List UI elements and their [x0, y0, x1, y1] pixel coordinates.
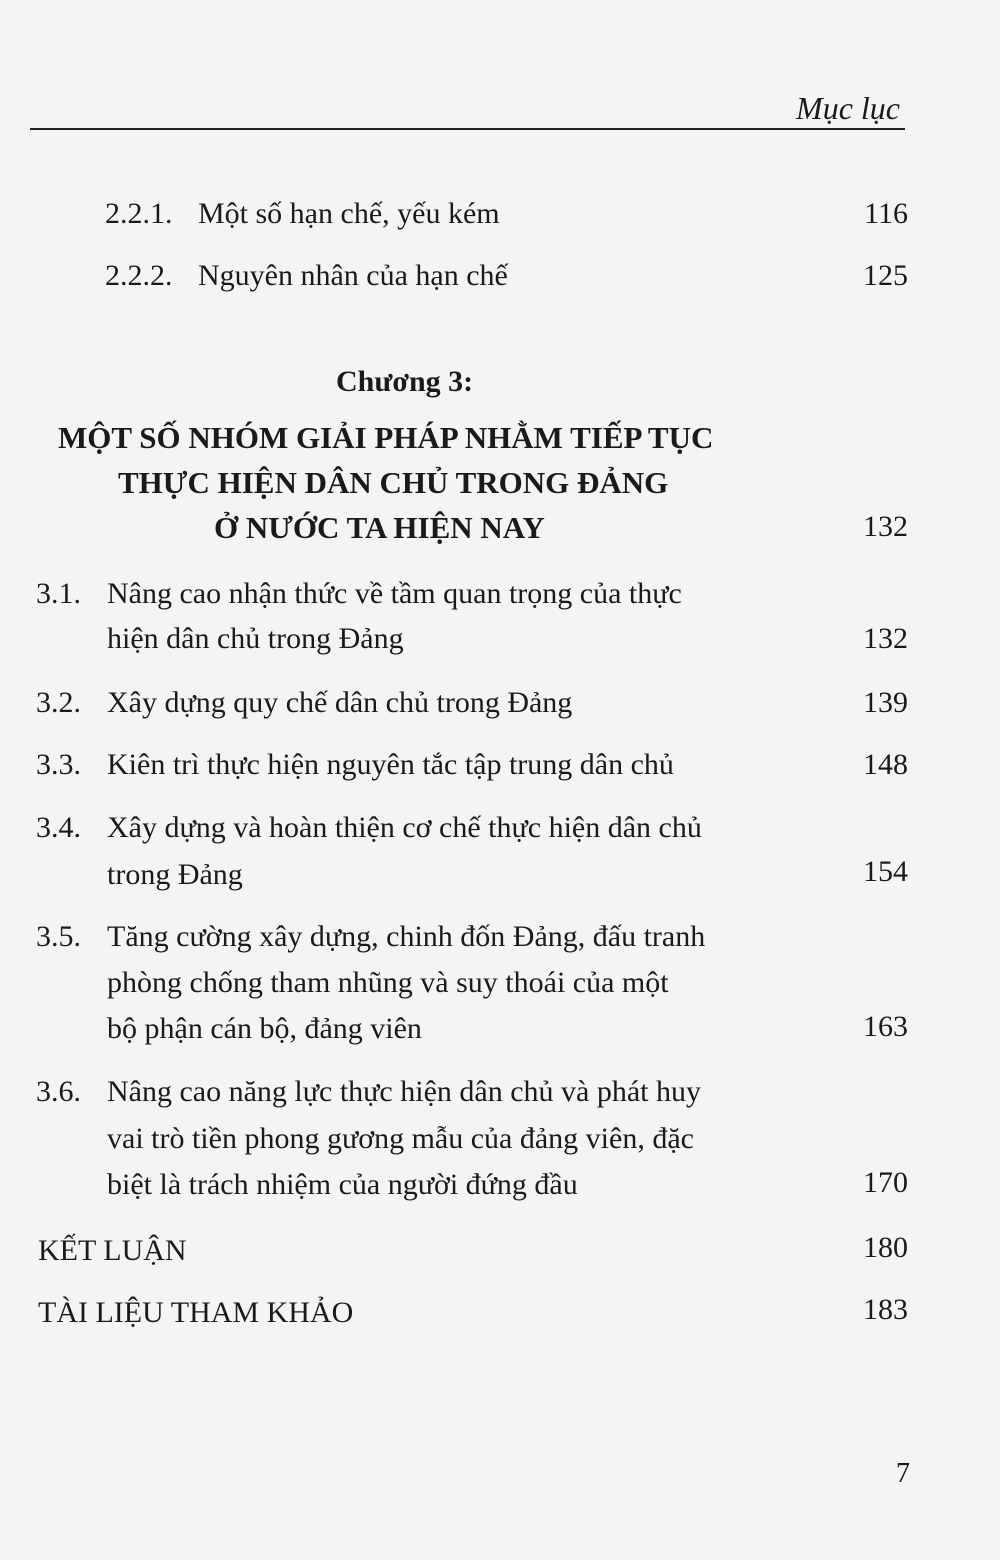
entry-page: 148	[863, 748, 908, 781]
entry-number: 2.2.1.	[105, 197, 173, 230]
entry-title-line-1: Kiên trì thực hiện nguyên tắc tập trung dân chủ	[107, 748, 674, 781]
entry-title: TÀI LIỆU THAM KHẢO	[38, 1296, 354, 1329]
entry-page: 170	[863, 1166, 908, 1199]
entry-page: 116	[864, 197, 908, 230]
entry-title-line-1: Tăng cường xây dựng, chinh đốn Đảng, đấu tranh	[107, 920, 706, 953]
entry-number: 3.1.	[36, 577, 81, 610]
entry-page: 183	[863, 1293, 908, 1326]
entry-title-line-2: phòng chống tham nhũng và suy thoái của một	[107, 966, 669, 999]
entry-number: 3.6.	[36, 1075, 81, 1108]
chapter-page: 132	[863, 510, 908, 543]
entry-title-line-3: bộ phận cán bộ, đảng viên	[107, 1012, 422, 1045]
header-title: Mục lục	[796, 90, 900, 126]
entry-number: 2.2.2.	[105, 259, 173, 292]
entry-title-line-1: Xây dựng quy chế dân chủ trong Đảng	[107, 686, 573, 719]
entry-page: 154	[863, 855, 908, 888]
entry-page: 180	[863, 1231, 908, 1264]
chapter-title-line-2: THỰC HIỆN DÂN CHỦ TRONG ĐẢNG	[118, 465, 669, 500]
page-number: 7	[896, 1458, 910, 1489]
entry-number: 3.4.	[36, 811, 81, 844]
entry-page: 139	[863, 686, 908, 719]
entry-title-line-1: Xây dựng và hoàn thiện cơ chế thực hiện dân chủ	[107, 811, 702, 844]
chapter-label: Chương 3:	[336, 365, 474, 398]
entry-title: Một số hạn chế, yếu kém	[198, 197, 500, 230]
entry-number: 3.5.	[36, 920, 81, 953]
entry-title-line-1: Nâng cao nhận thức về tầm quan trọng của thực	[107, 577, 682, 610]
page-header	[0, 90, 1000, 150]
entry-page: 125	[863, 259, 908, 292]
header-rule	[30, 128, 905, 130]
entry-title-line-2: vai trò tiền phong gương mẫu của đảng viên, đặc	[107, 1122, 694, 1155]
chapter-title-line-3: Ở NƯỚC TA HIỆN NAY	[214, 510, 545, 545]
entry-title-line-3: biệt là trách nhiệm của người đứng đầu	[107, 1168, 578, 1201]
entry-page: 163	[863, 1010, 908, 1043]
entry-title: Nguyên nhân của hạn chế	[198, 259, 508, 292]
entry-title-line-1: Nâng cao năng lực thực hiện dân chủ và phát huy	[107, 1075, 701, 1108]
entry-number: 3.2.	[36, 686, 81, 719]
entry-title-line-2: hiện dân chủ trong Đảng	[107, 622, 404, 655]
entry-number: 3.3.	[36, 748, 81, 781]
chapter-title-line-1: MỘT SỐ NHÓM GIẢI PHÁP NHẰM TIẾP TỤC	[58, 420, 714, 455]
entry-page: 132	[863, 622, 908, 655]
entry-title: KẾT LUẬN	[38, 1234, 187, 1267]
entry-title-line-2: trong Đảng	[107, 858, 243, 891]
